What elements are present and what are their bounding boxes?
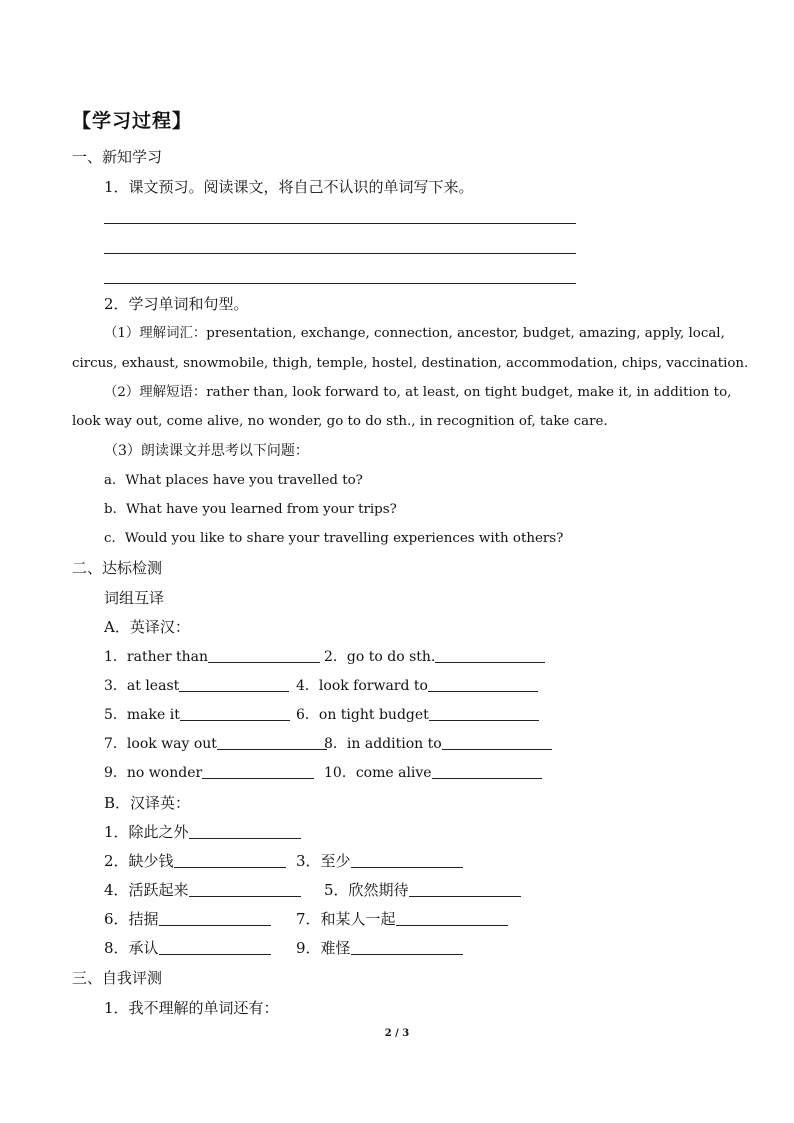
part3-heading: 三、自我评测 bbox=[72, 969, 163, 987]
question-intro: （3）朗读课文并思考以下问题： bbox=[104, 443, 309, 459]
page-number: 2 / 3 bbox=[384, 1028, 410, 1039]
a-item-5: 5．make it bbox=[104, 706, 290, 724]
blank-a7[interactable] bbox=[217, 735, 327, 750]
a-item-3: 3．at least bbox=[104, 677, 289, 695]
blank-a3[interactable] bbox=[179, 677, 289, 692]
blank-a1[interactable] bbox=[208, 648, 320, 663]
answer-line-1[interactable] bbox=[104, 223, 576, 224]
blank-a2[interactable] bbox=[435, 648, 545, 663]
part1-item2: 2．学习单词和句型。 bbox=[104, 295, 249, 313]
blank-a4[interactable] bbox=[428, 677, 538, 692]
question-b: b．What have you learned from your trips? bbox=[104, 502, 397, 517]
answer-line-2[interactable] bbox=[104, 253, 576, 254]
blank-a9[interactable] bbox=[202, 764, 314, 779]
blank-b1[interactable] bbox=[189, 824, 301, 839]
answer-line-3[interactable] bbox=[104, 283, 576, 284]
a-item-9: 9．no wonder bbox=[104, 764, 314, 782]
section-title: 【学习过程】 bbox=[72, 110, 193, 132]
blank-b3[interactable] bbox=[351, 853, 463, 868]
part2-sub: 词组互译 bbox=[104, 589, 165, 607]
b-item-4: 4．活跃起来 bbox=[104, 881, 301, 899]
b-item-7: 7．和某人一起 bbox=[296, 910, 508, 928]
b-item-5: 5．欣然期待 bbox=[324, 881, 521, 899]
b-item-8: 8．承认 bbox=[104, 939, 271, 957]
b-item-9: 9．难怪 bbox=[296, 939, 463, 957]
a-item-4: 4．look forward to bbox=[296, 677, 538, 695]
a-item-2: 2．go to do sth. bbox=[324, 648, 545, 666]
blank-b5[interactable] bbox=[409, 882, 521, 897]
part1-item1: 1．课文预习。阅读课文，将自己不认识的单词写下来。 bbox=[104, 178, 474, 196]
blank-b2[interactable] bbox=[174, 853, 286, 868]
part2-b-heading: B．汉译英： bbox=[104, 794, 191, 812]
b-item-3: 3．至少 bbox=[296, 852, 463, 870]
a-item-10: 10．come alive bbox=[324, 764, 542, 782]
a-item-8: 8．in addition to bbox=[324, 735, 552, 753]
b-item-2: 2．缺少钱 bbox=[104, 852, 286, 870]
b-item-6: 6．拮据 bbox=[104, 910, 271, 928]
a-item-1: 1．rather than bbox=[104, 648, 320, 666]
part1-heading: 一、新知学习 bbox=[72, 148, 163, 166]
blank-a8[interactable] bbox=[442, 735, 552, 750]
part2-a-heading: A．英译汉： bbox=[104, 618, 190, 636]
blank-b8[interactable] bbox=[159, 940, 271, 955]
blank-b4[interactable] bbox=[189, 882, 301, 897]
phrase-line-1: （2）理解短语：rather than, look forward to, at least, on tight budget, make it, in addition to, bbox=[104, 385, 732, 400]
blank-a6[interactable] bbox=[429, 706, 539, 721]
blank-b9[interactable] bbox=[351, 940, 463, 955]
phrase-line-2: look way out, come alive, no wonder, go to do sth., in recognition of, take care. bbox=[72, 414, 608, 429]
part2-heading: 二、达标检测 bbox=[72, 559, 163, 577]
b-item-1: 1．除此之外 bbox=[104, 823, 301, 841]
blank-b6[interactable] bbox=[159, 911, 271, 926]
blank-a5[interactable] bbox=[180, 706, 290, 721]
question-a: a．What places have you travelled to? bbox=[104, 473, 363, 488]
question-c: c．Would you like to share your travelling experiences with others? bbox=[104, 531, 564, 546]
part3-item1: 1．我不理解的单词还有： bbox=[104, 999, 279, 1017]
a-item-6: 6．on tight budget bbox=[296, 706, 539, 724]
a-item-7: 7．look way out bbox=[104, 735, 327, 753]
blank-a10[interactable] bbox=[432, 764, 542, 779]
vocab-line-1: （1）理解词汇：presentation, exchange, connection, ancestor, budget, amazing, apply, local, bbox=[104, 326, 725, 341]
vocab-line-2: circus, exhaust, snowmobile, thigh, temple, hostel, destination, accommodation, chips, vaccination. bbox=[72, 356, 749, 371]
blank-b7[interactable] bbox=[396, 911, 508, 926]
